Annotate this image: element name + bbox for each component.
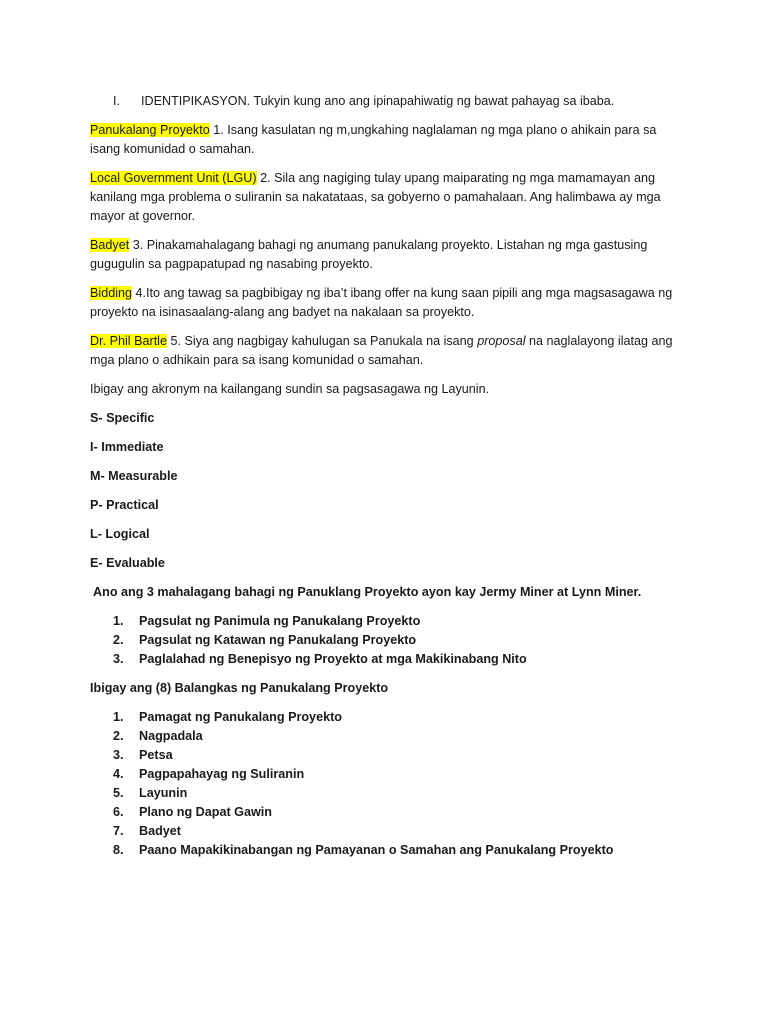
list-item — [113, 841, 733, 860]
parts-question: Ano ang 3 mahalagang bahagi ng Panuklang Proyekto ayon kay Jermy Miner at Lynn Miner. — [90, 585, 642, 599]
list-item — [113, 612, 703, 631]
section-heading — [113, 92, 703, 111]
list-item — [113, 822, 733, 841]
item-text-italic: proposal — [477, 334, 526, 348]
list-item — [113, 746, 733, 765]
answer-highlight: Local Government Unit (LGU) — [90, 171, 257, 185]
parts-list — [113, 612, 703, 669]
list-text: Nagpadala — [139, 729, 203, 743]
acronym-item: I- Immediate — [90, 440, 164, 454]
identification-item-2 — [90, 169, 680, 226]
list-text: Pagsulat ng Katawan ng Panukalang Proyekto — [139, 633, 417, 647]
list-item — [113, 631, 703, 650]
list-item — [113, 803, 733, 822]
list-number: 3. — [113, 652, 124, 666]
list-text: Petsa — [139, 748, 173, 762]
acronym-item: E- Evaluable — [90, 556, 165, 570]
acronym-item: L- Logical — [90, 527, 150, 541]
outline-question: Ibigay ang (8) Balangkas ng Panukalang Proyekto — [90, 681, 389, 695]
item-text: 4.Ito ang tawag sa pagbibigay ng iba’t ibang offer na kung saan pipili ang mga magsasagawa ng proyekto na isinasaalang-alang ang badyet na nakalaan sa proyekto. — [90, 286, 673, 319]
list-number: 2. — [113, 633, 124, 647]
outline-list — [113, 708, 733, 860]
list-item — [113, 727, 733, 746]
identification-item-4 — [90, 284, 680, 322]
list-text: Pagsulat ng Panimula ng Panukalang Proyekto — [139, 614, 421, 628]
list-text: Pagpapahayag ng Suliranin — [139, 767, 305, 781]
list-text: Plano ng Dapat Gawin — [139, 805, 272, 819]
identification-item-5 — [90, 332, 680, 370]
item-text: 5. Siya ang nagbigay kahulugan sa Panukala na isang — [167, 334, 478, 348]
list-number: 6. — [113, 805, 124, 819]
list-item — [113, 650, 703, 669]
list-text: Paglalahad ng Benepisyo ng Proyekto at mga Makikinabang Nito — [139, 652, 527, 666]
list-number: 3. — [113, 748, 124, 762]
section-instruction: IDENTIPIKASYON. Tukyin kung ano ang ipinapahiwatig ng bawat pahayag sa ibaba. — [141, 94, 615, 108]
list-text: Paano Mapakikinabangan ng Pamayanan o Samahan ang Panukalang Proyekto — [139, 843, 614, 857]
item-text: 1. Isang kasulatan ng m,ungkahing naglalaman ng mga plano o ahikain para sa isang komunidad o samahan. — [90, 123, 657, 156]
list-number: 2. — [113, 729, 124, 743]
answer-highlight: Badyet — [90, 238, 130, 252]
list-number: 4. — [113, 767, 124, 781]
item-text: na naglalayong ilatag ang mga plano o adhikain para sa isang komunidad o samahan. — [90, 334, 673, 367]
list-number: 1. — [113, 710, 124, 724]
identification-item-1 — [90, 121, 680, 159]
list-item — [113, 765, 733, 784]
section-number: I. — [113, 94, 120, 108]
list-text: Layunin — [139, 786, 188, 800]
list-number: 1. — [113, 614, 124, 628]
item-text: 2. Sila ang nagiging tulay upang maiparating ng mga mamamayan ang kanilang mga problema o suliranin sa nakatataas, sa gobyerno o pamahalaan. Ang halimbawa ay mga mayor at governor. — [90, 171, 661, 223]
list-text: Badyet — [139, 824, 181, 838]
acronym-prompt: Ibigay ang akronym na kailangang sundin sa pagsasagawa ng Layunin. — [90, 382, 490, 396]
list-number: 8. — [113, 843, 124, 857]
list-number: 5. — [113, 786, 124, 800]
item-text: 3. Pinakamahalagang bahagi ng anumang panukalang proyekto. Listahan ng mga gastusing gugugulin sa pagpapatupad ng nasabing proyekto. — [90, 238, 648, 271]
list-number: 7. — [113, 824, 124, 838]
acronym-item: P- Practical — [90, 498, 159, 512]
acronym-item: M- Measurable — [90, 469, 178, 483]
acronym-item: S- Specific — [90, 411, 155, 425]
answer-highlight: Bidding — [90, 286, 133, 300]
answer-highlight: Panukalang Proyekto — [90, 123, 210, 137]
identification-item-3 — [90, 236, 680, 274]
answer-highlight: Dr. Phil Bartle — [90, 334, 167, 348]
list-item — [113, 784, 733, 803]
list-item — [113, 708, 733, 727]
list-text: Pamagat ng Panukalang Proyekto — [139, 710, 342, 724]
